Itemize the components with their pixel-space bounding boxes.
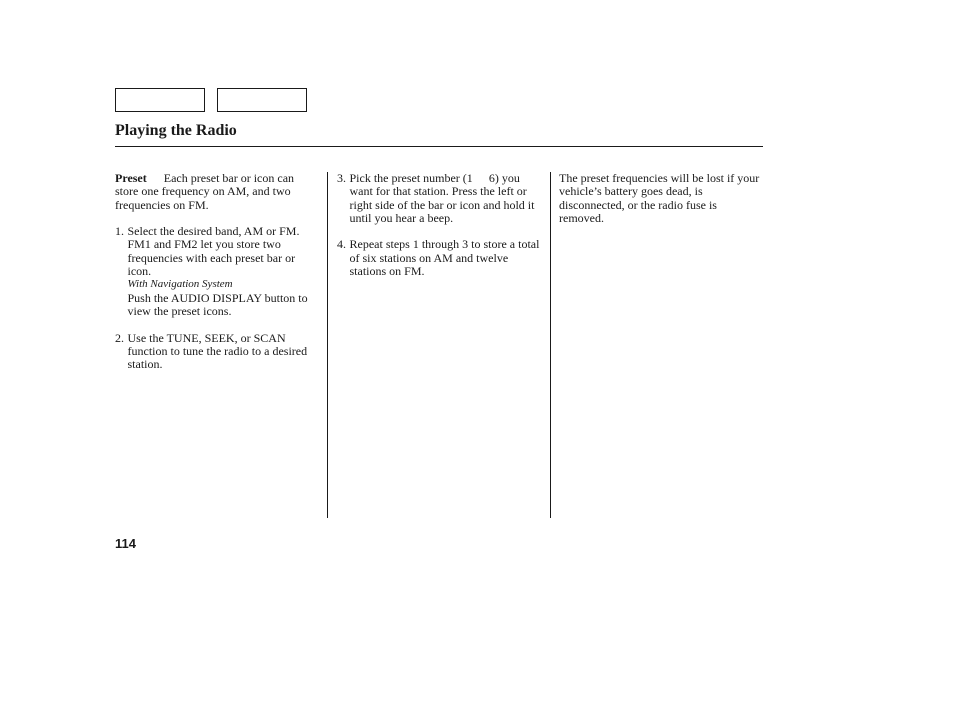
step-4-text: Repeat steps 1 through 3 to store a total of six stations on AM and twelve stations on FM. [349,237,540,279]
step-3 [337,172,543,225]
page-number: 114 [115,536,136,551]
column-2 [337,172,543,278]
step-1 [115,225,320,318]
preset-intro-text: Each preset bar or icon can store one frequency on AM, and two frequencies on FM. [115,171,295,212]
step-3-range-start: Pick the preset number (1 [349,171,473,185]
preset-label: Preset [115,171,147,185]
step-2-text: Use the TUNE, SEEK, or SCAN function to tune the radio to a desired station. [127,330,308,372]
column-3 [559,172,764,225]
column-divider-2 [550,172,551,518]
step-1-nav-text: Push the AUDIO DISPLAY button to view the preset icons. [127,290,308,318]
step-3-text: you want for that station. Press the left or right side of the bar or icon and hold it until you hear a beep. [349,171,535,225]
step-1-text: Select the desired band, AM or FM. FM1 and FM2 let you store two frequencies with each preset bar or icon. [127,224,300,279]
preset-intro [115,172,320,212]
step-1-nav-label: With Navigation System [127,278,233,291]
nav-button-2[interactable] [217,88,307,112]
step-4 [337,238,543,278]
step-2-number: 2. [115,330,124,345]
step-3-number: 3. [337,171,346,185]
preset-note: The preset frequencies will be lost if your vehicle’s battery goes dead, is disconnected, or the radio fuse is removed. [559,171,760,225]
step-3-range-end: 6) [488,171,499,185]
column-1 [115,172,320,371]
step-3-paragraph [350,172,544,225]
step-4-number: 4. [337,237,346,252]
section-title: Playing the Radio [115,122,237,139]
column-divider-1 [327,172,328,518]
step-1-number: 1. [115,224,124,239]
nav-button-1[interactable] [115,88,205,112]
title-rule [115,146,763,147]
step-2 [115,332,320,372]
